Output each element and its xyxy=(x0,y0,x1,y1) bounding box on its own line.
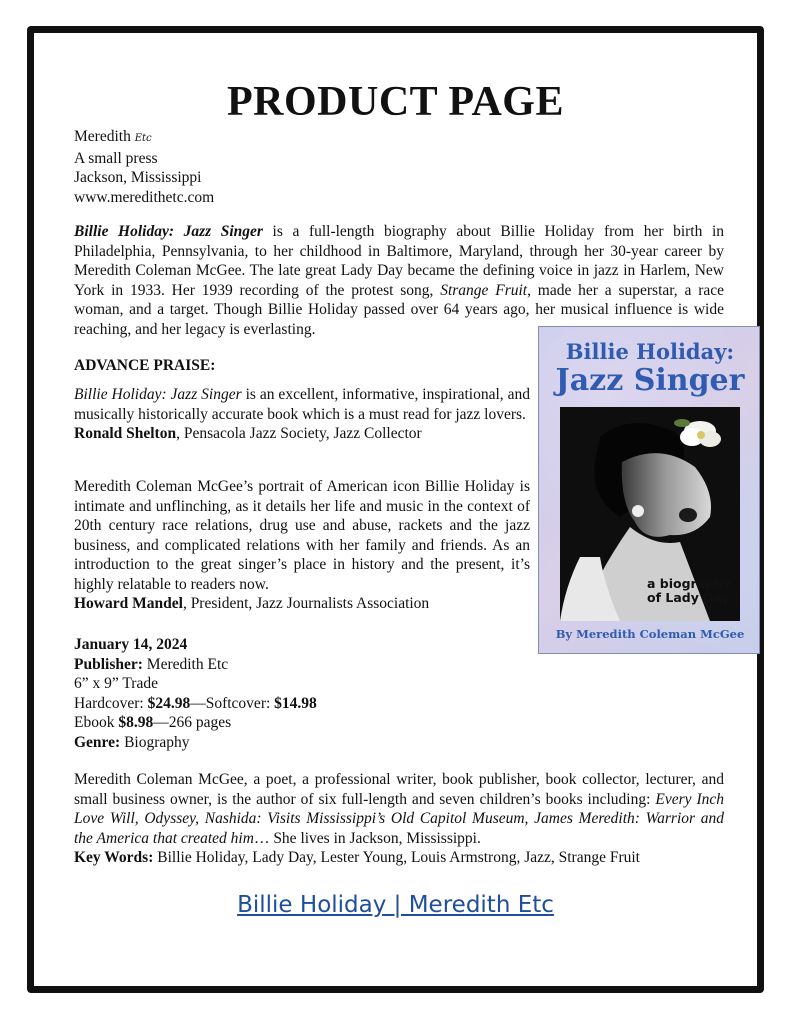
hardcover-price: $24.98 xyxy=(147,694,191,712)
quote1-affiliation: , Pensacola Jazz Society, Jazz Collector xyxy=(176,425,422,442)
cover-title-line1: Billie Holiday: xyxy=(565,339,735,364)
publisher-name: Meredith xyxy=(74,128,131,145)
intro-book-title: Billie Holiday: Jazz Singer xyxy=(74,223,263,240)
praise-quote-2 xyxy=(74,477,530,614)
ebook-price: $8.98 xyxy=(118,714,154,731)
cover-title-line2: Jazz Singer xyxy=(555,363,745,398)
cover-byline: By Meredith Coleman McGee xyxy=(555,627,745,641)
praise-quote-1 xyxy=(74,385,530,444)
page-count: —266 pages xyxy=(153,714,232,731)
publisher-label: Publisher: xyxy=(74,655,143,673)
publisher-address xyxy=(74,127,214,207)
pub-date: January 14, 2024 xyxy=(74,636,188,653)
quote1-author: Ronald Shelton xyxy=(74,425,177,442)
product-link[interactable]: Billie Holiday | Meredith Etc xyxy=(237,892,554,918)
softcover-price: $14.98 xyxy=(274,694,317,712)
hardcover-label: Hardcover: xyxy=(74,694,148,712)
bio-text-end: … She lives in Jackson, Mississippi. xyxy=(253,829,481,847)
softcover-label: —Softcover: xyxy=(190,694,275,712)
cover-subtitle-line2: of Lady Day xyxy=(647,590,730,605)
cover-subtitle xyxy=(647,577,733,605)
quote1-text: is an excellent, informative, inspirational, and musically historically accurate book which is a must read for jazz lovers. xyxy=(74,386,530,423)
publisher-location: Jackson, Mississippi xyxy=(74,169,202,186)
intro-song-title: Strange Fruit xyxy=(440,281,528,299)
quote2-text: Meredith Coleman McGee’s portrait of American icon Billie Holiday is intimate and unflinching, as it details her life and music in the context of 20th century race relations, drug use and abuse, rackets and the jazz business, and complicated relations with her family and friends. As an introduction to the great singer’s place in history and the present, it’s highly relatable to readers now. xyxy=(74,478,530,593)
author-bio xyxy=(74,770,724,848)
quote1-book-title: Billie Holiday: Jazz Singer xyxy=(74,386,242,403)
quote2-affiliation: , President, Jazz Journalists Association xyxy=(182,595,430,612)
trim-size: 6” x 9” Trade xyxy=(74,675,158,692)
publication-details xyxy=(74,635,317,752)
intro-text-end: , made her a superstar, a race woman, and a target. Though Billie Holiday passed over 64 years ago, her musical influence is wide reaching, and her legacy is everlasting. xyxy=(74,281,724,338)
publisher-name-etc: Etc xyxy=(134,133,152,144)
genre-label: Genre: xyxy=(74,733,121,751)
keywords-value: Billie Holiday, Lady Day, Lester Young, Louis Armstrong, Jazz, Strange Fruit xyxy=(153,849,640,866)
keywords-label: Key Words: xyxy=(74,849,154,866)
keywords xyxy=(74,848,640,868)
publisher-value: Meredith Etc xyxy=(142,655,229,673)
praise-heading: ADVANCE PRAISE: xyxy=(74,357,216,374)
cover-subtitle-line1: a biography xyxy=(647,576,732,591)
ebook-label: Ebook xyxy=(74,714,119,731)
page-title: PRODUCT PAGE xyxy=(227,79,564,125)
publisher-tagline: A small press xyxy=(74,149,158,167)
genre-value: Biography xyxy=(120,733,190,751)
intro-text: is a full-length biography about Billie Holiday from her birth in Philadelphia, Pennsylvania, to her childhood in Baltimore, Maryland, through her 30-year career by Meredith Coleman McGee. The late great Lady Day became the defining voice in jazz in Harlem, New York in 1933. Her 1939 recording of the protest song, xyxy=(74,223,724,299)
book-cover xyxy=(538,326,760,654)
publisher-website: www.meredithetc.com xyxy=(74,188,215,206)
intro-paragraph xyxy=(74,222,724,339)
bio-works: Every Inch Love Will, Odyssey, Nashida: Visits Mississippi’s Old Capitol Museum, James Meredith: Warrior and the America that created him xyxy=(74,790,724,847)
bio-text: Meredith Coleman McGee, a poet, a professional writer, book publisher, book collector, lecturer, and small business owner, is the author of six full-length and seven children’s books including: xyxy=(74,771,724,808)
quote2-author: Howard Mandel xyxy=(74,595,183,612)
